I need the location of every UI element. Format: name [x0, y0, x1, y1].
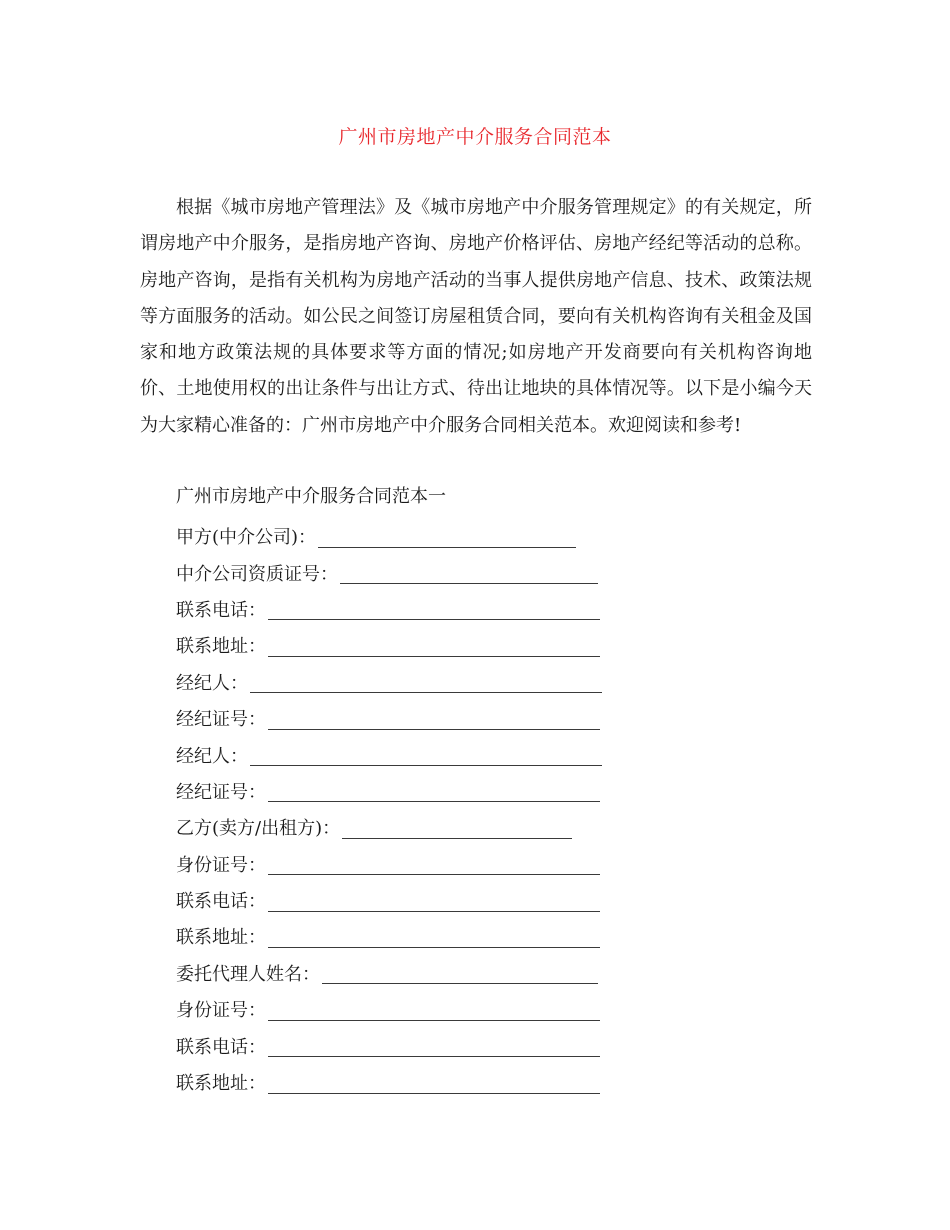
field-label: 甲方(中介公司)：	[176, 527, 317, 549]
field-label: 身份证号：	[176, 1000, 266, 1022]
field-phone	[176, 1027, 602, 1063]
fill-in-line	[268, 852, 600, 875]
field-proxy-name	[176, 955, 602, 991]
field-agent-license	[176, 700, 602, 736]
fill-in-line	[268, 707, 600, 730]
fill-in-line	[268, 597, 600, 620]
field-agent	[176, 736, 602, 772]
fill-in-line	[268, 889, 600, 912]
field-id-number	[176, 991, 602, 1027]
fill-in-line	[340, 561, 598, 584]
field-label: 经纪证号：	[176, 781, 266, 803]
field-label: 中介公司资质证号：	[176, 563, 338, 585]
field-label: 委托代理人姓名：	[176, 963, 320, 985]
field-label: 联系地址：	[176, 927, 266, 949]
field-label: 联系地址：	[176, 636, 266, 658]
field-label: 联系电话：	[176, 1036, 266, 1058]
field-agency-license	[176, 554, 602, 590]
field-label: 联系电话：	[176, 599, 266, 621]
field-label: 经纪人：	[176, 672, 248, 694]
fill-in-line	[268, 1071, 600, 1094]
document-title: 广州市房地产中介服务合同范本	[338, 126, 612, 148]
fill-in-line	[322, 961, 598, 984]
field-party-a	[176, 518, 602, 554]
fill-in-line	[268, 925, 600, 948]
field-label: 联系地址：	[176, 1073, 266, 1095]
field-address	[176, 1064, 602, 1100]
section-heading: 广州市房地产中介服务合同范本一	[176, 486, 446, 507]
field-party-b	[176, 809, 602, 845]
field-phone	[176, 591, 602, 627]
fill-in-line	[250, 670, 602, 693]
fill-in-line	[268, 998, 600, 1021]
field-label: 联系电话：	[176, 891, 266, 913]
field-address	[176, 627, 602, 663]
field-label: 身份证号：	[176, 854, 266, 876]
field-id-number	[176, 846, 602, 882]
fill-in-line	[318, 525, 576, 548]
fill-in-line	[268, 634, 600, 657]
field-address	[176, 918, 602, 954]
field-label: 乙方(卖方/出租方)：	[176, 818, 341, 840]
field-agent	[176, 664, 602, 700]
field-label: 经纪人：	[176, 745, 248, 767]
intro-paragraph: 根据《城市房地产管理法》及《城市房地产中介服务管理规定》的有关规定，所谓房地产中介服务，是指房地产咨询、房地产价格评估、房地产经纪等活动的总称。房地产咨询，是指有关机构为房地产活动的当事人提供房地产信息、技术、政策法规等方面服务的活动。如公民之间签订房屋租赁合同，要向有关机构咨询有关租金及国家和地方政策法规的具体要求等方面的情况;如房地产开发商要向有关机构咨询地价、土地使用权的出让条件与出让方式、待出让地块的具体情况等。以下是小编今天为大家精心准备的：广州市房地产中介服务合同相关范本。欢迎阅读和参考!	[140, 197, 812, 436]
field-phone	[176, 882, 602, 918]
fill-in-line	[342, 816, 572, 839]
fill-in-line	[268, 1034, 600, 1057]
fill-in-line	[268, 779, 600, 802]
fill-in-line	[250, 743, 602, 766]
field-label: 经纪证号：	[176, 709, 266, 731]
field-agent-license	[176, 773, 602, 809]
contract-fields	[176, 518, 602, 1100]
